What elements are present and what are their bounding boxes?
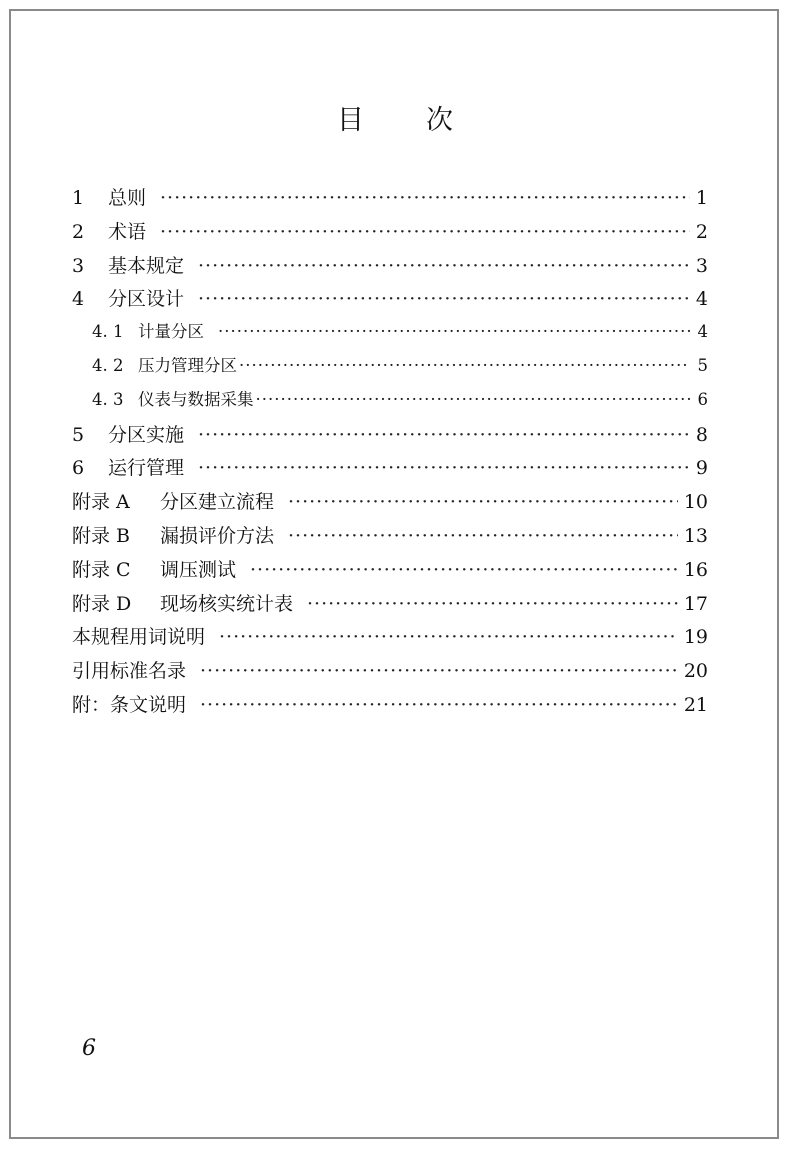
toc-page: 6: [697, 389, 708, 409]
toc-label: 漏损评价方法: [160, 524, 275, 547]
toc-page: 1: [695, 187, 708, 209]
toc-entry-1[interactable]: [72, 183, 708, 217]
toc-number: 附录 A: [72, 491, 130, 514]
toc-entry-appendix-c[interactable]: [72, 555, 708, 589]
toc-page: 2: [695, 220, 708, 243]
toc-page: 4: [697, 322, 708, 342]
toc-entry-wording[interactable]: [72, 622, 708, 656]
dot-leader: [198, 457, 690, 479]
toc-label: 调压测试: [160, 558, 237, 581]
toc-page: 9: [695, 457, 708, 480]
toc-label: 本规程用词说明: [72, 626, 206, 649]
dot-leader: [200, 694, 678, 716]
toc-number: 5: [72, 423, 85, 446]
toc-entry-appendix-a[interactable]: [72, 487, 708, 521]
dot-leader: [218, 322, 690, 341]
toc-label: 压力管理分区: [138, 355, 237, 375]
toc-entry-appendix-b[interactable]: [72, 521, 708, 555]
toc-page: 20: [683, 660, 708, 683]
toc-label: 术语: [108, 220, 147, 243]
toc-entry-4-3[interactable]: [72, 386, 708, 420]
toc-label: 分区实施: [108, 423, 185, 446]
toc-entry-appendix-d[interactable]: [72, 589, 708, 623]
toc-entry-4-2[interactable]: [72, 352, 708, 386]
dot-leader: [160, 187, 690, 209]
toc-number: 4. 1: [92, 322, 124, 342]
toc-entry-3[interactable]: [72, 251, 708, 285]
toc-page: 3: [695, 254, 708, 277]
dot-leader: [307, 593, 678, 615]
toc-page: 19: [683, 626, 708, 649]
toc-label: 现场核实统计表: [160, 592, 294, 615]
page-number: 6: [82, 1036, 96, 1061]
toc-number: 附录 D: [72, 592, 132, 615]
title-char-2: 次: [426, 105, 453, 136]
toc-page: 5: [697, 355, 708, 375]
toc-page: 16: [683, 558, 708, 581]
dot-leader: [219, 626, 678, 648]
toc-entry-explanation[interactable]: [72, 690, 708, 724]
toc-number: 1: [72, 187, 85, 209]
toc-entry-6[interactable]: [72, 453, 708, 487]
toc-label: 运行管理: [108, 457, 185, 480]
dot-leader: [160, 221, 690, 243]
toc-entry-standards[interactable]: [72, 656, 708, 690]
toc-number: 4. 3: [92, 389, 124, 409]
toc-label: 仪表与数据采集: [138, 389, 254, 409]
toc-entry-4-1[interactable]: [72, 318, 708, 352]
dot-leader: [239, 356, 690, 375]
table-of-contents: [72, 183, 708, 724]
toc-label: 附：条文说明: [72, 693, 187, 716]
toc-number: 附录 C: [72, 558, 131, 581]
toc-number: 2: [72, 220, 85, 243]
dot-leader: [198, 424, 690, 446]
toc-number: 4: [72, 288, 85, 311]
toc-number: 4. 2: [92, 355, 124, 375]
dot-leader: [200, 660, 678, 682]
toc-entry-2[interactable]: [72, 217, 708, 251]
toc-page: 17: [683, 592, 708, 615]
dot-leader: [250, 559, 678, 581]
dot-leader: [256, 390, 691, 409]
toc-label: 基本规定: [108, 254, 185, 277]
toc-label: 分区建立流程: [160, 491, 275, 514]
toc-entry-5[interactable]: [72, 420, 708, 454]
page-title: [0, 98, 790, 138]
toc-page: 8: [695, 423, 708, 446]
toc-label: 计量分区: [138, 322, 204, 342]
toc-page: 13: [683, 524, 708, 547]
toc-page: 4: [695, 288, 708, 311]
dot-leader: [198, 255, 690, 277]
toc-page: 21: [683, 693, 708, 716]
dot-leader: [198, 288, 690, 310]
toc-label: 引用标准名录: [72, 660, 187, 683]
toc-label: 分区设计: [108, 288, 185, 311]
toc-label: 总则: [108, 187, 147, 209]
title-char-1: 目: [337, 105, 364, 136]
dot-leader: [288, 525, 678, 547]
toc-number: 附录 B: [72, 524, 131, 547]
dot-leader: [288, 491, 678, 513]
toc-entry-4[interactable]: [72, 284, 708, 318]
toc-number: 6: [72, 457, 85, 480]
toc-page: 10: [683, 491, 708, 514]
toc-number: 3: [72, 254, 85, 277]
